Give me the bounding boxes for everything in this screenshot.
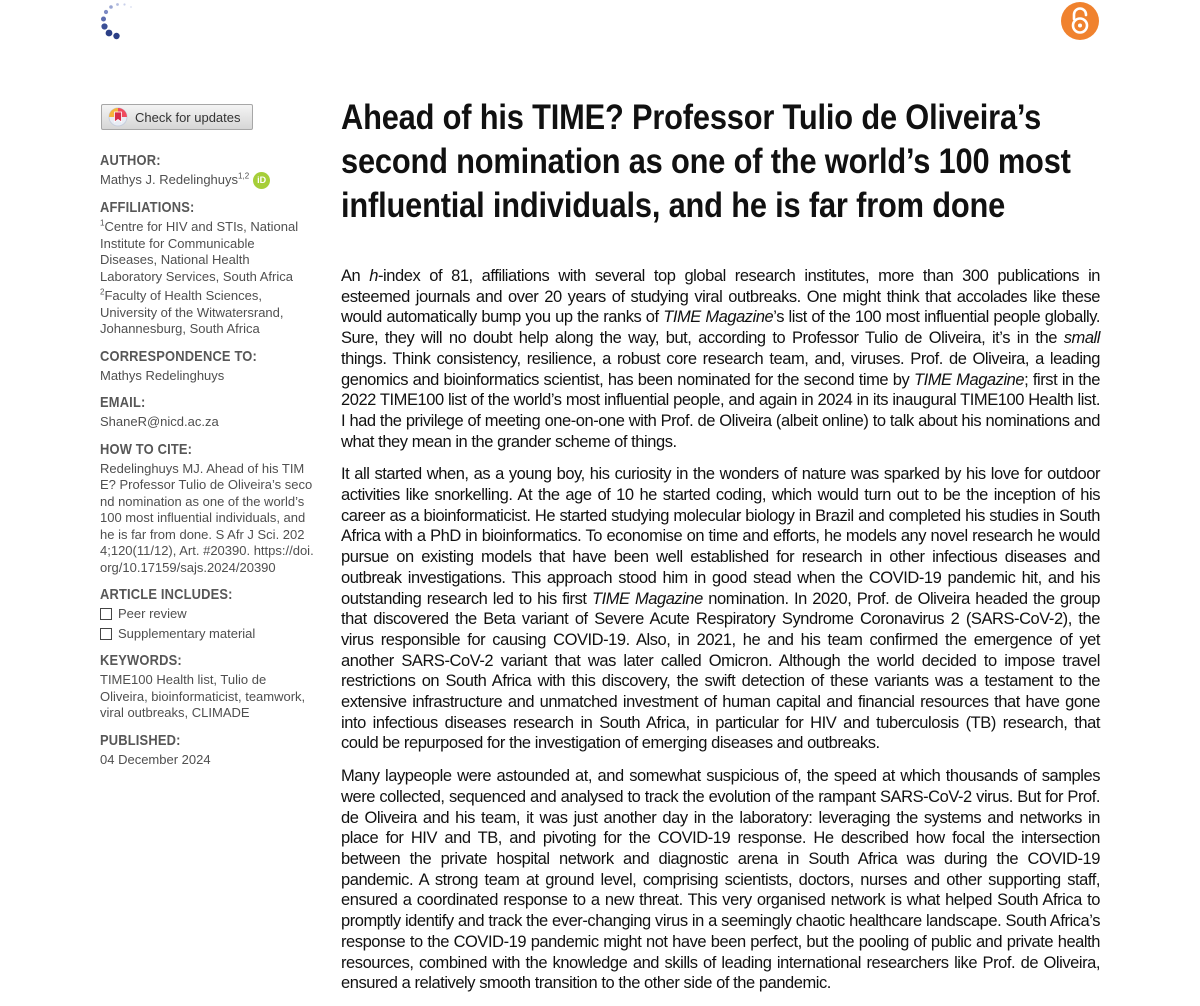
text-run-italic: h <box>369 267 379 285</box>
author-heading: AUTHOR: <box>100 152 161 169</box>
body-paragraph: Many laypeople were astounded at, and somewhat suspicious of, the speed at which thousands of samples were collected, sequenced and analysed to track the evolution of the rampant SARS-CoV-2 virus. But for Prof. de Oliveira and his team, it was just another day in the laboratory: leveraging the systems and networks in place for HIV and TB, and pivoting for the COVID-19 response. He described how focal the intersection between the private hospital network and diagnostic arena in South Africa was during the COVID-19 pandemic. A strong team at ground level, comprising scientists, doctors, nurses and other supporting staff, ensured a coordinated response to a new threat. This very organised network is what helped South Africa to promptly identify and track the ever-changing virus in a seemingly chaotic healthcare landscape. South Africa’s response to the COVID-19 pandemic might not have been perfect, but the pooling of public and private health resources, combined with the knowledge and skills of leading international researchers like Prof. de Oliveira, ensured a relatively smooth transition to the other side of the pandemic. <box>341 767 1100 993</box>
affiliation-item <box>100 288 315 338</box>
text-run-italic: small <box>1063 329 1100 348</box>
affiliation-text: Centre for HIV and STIs, National Institute for Communicable Diseases, National Health Laboratory Services, South Africa <box>100 219 299 284</box>
email-link[interactable]: ShaneR@nicd.ac.za <box>100 414 219 429</box>
keywords-value: TIME100 Health list, Tulio de Oliveira, bioinformaticist, teamwork, viral outbreaks, CLIMADE <box>100 672 306 720</box>
correspondence-value: Mathys Redelinghuys <box>100 367 225 383</box>
article-includes-section <box>100 586 315 642</box>
affiliation-item <box>100 219 315 285</box>
keywords-section <box>100 652 315 722</box>
how-to-cite-section <box>100 441 315 577</box>
author-affiliation-sup: 1,2 <box>238 171 250 181</box>
author-section <box>100 152 315 189</box>
text-run: things. Think consistency, resilience, a robust core research team, and, viruses. Prof. de Oliveira, a leading genomics and bioinformatics scientist, has been nominated for the second time by <box>341 349 1100 389</box>
journal-logo-icon <box>100 2 140 42</box>
correspondence-heading: CORRESPONDENCE TO: <box>100 347 257 365</box>
text-run-italic: TIME Magazine <box>663 308 774 327</box>
checkbox-icon <box>100 608 112 620</box>
body-paragraph <box>341 464 1100 754</box>
email-heading: EMAIL: <box>100 394 146 411</box>
citation-text: Redelinghuys MJ. Ahead of his TIME? Professor Tulio de Oliveira’s second nomination as one of the world’s 100 most influential individuals, and he is far from done. S Afr J Sci. 2024;120(11/12), Art. #20390. https://doi.org/10.17159/sajs.2024/20390 <box>100 460 314 575</box>
checkbox-label: Peer review <box>118 606 187 621</box>
text-run-italic: TIME Magazine <box>591 589 703 608</box>
text-run: ’s list of the 100 most influential people globally. Sure, they will no doubt help along the way, but, according to Professor Tulio de Oliveira, it’s in the <box>341 308 1100 348</box>
author-name <box>100 172 315 189</box>
text-run: An <box>341 267 370 285</box>
checkbox-icon <box>100 628 112 640</box>
published-date: 04 December 2024 <box>100 751 211 767</box>
text-run: -index of 81, affiliations with several top global research institutes, more than 300 publications in esteemed journals and over 20 years of studying viral outbreaks. One might think that accolades like these would automatically bump you up the ranks of <box>341 267 1101 327</box>
article-includes-heading: ARTICLE INCLUDES: <box>100 586 233 603</box>
text-run: It all started when, as a young boy, his curiosity in the wonders of nature was sparked by his love for outdoor activities like snorkelling. At the age of 10 he started coding, which would turn out to be the inception of his career as a bioinformaticist. He started studying molecular biology in Brazil and completed his studies in South Africa with a PhD in bioinformatics. To economise on time and efforts, he models any novel research he would pursue on existing models that have been well established for research in other infectious diseases and outbreak investigations. This approach stood him in good stead when the COVID-19 pandemic hit, and his outstanding research led to his first <box>341 465 1100 608</box>
author-name-text: Mathys J. Redelinghuys <box>100 172 239 187</box>
text-run: nomination. In 2020, Prof. de Oliveira headed the group that discovered the Beta variant of Severe Acute Respiratory Syndrome Coronavirus 2 (SARS-CoV-2), the virus responsible for causing COVID-19. Also, in 2021, he and his team confirmed the emergence of yet another SARS-CoV-2 variant that was later called Omicron. Although the world decided to impose travel restrictions on South Africa with this discovery, the swift detection of these variants was a testament to the extensive infrastructure and unmatched investment of human capital and financial resources that have gone into infectious diseases research in South Africa, in particular for HIV and tuberculosis (TB) research, that could be repurposed for the investigation of emerging diseases and outbreaks. <box>341 589 1100 753</box>
article-body <box>341 266 1100 1006</box>
open-access-icon <box>1061 2 1099 40</box>
affiliations-heading: AFFILIATIONS: <box>100 199 195 216</box>
checkbox-supplementary-material[interactable] <box>100 626 315 643</box>
bookmark-icon <box>108 107 128 127</box>
published-heading: PUBLISHED: <box>100 731 181 749</box>
affiliations-section <box>100 199 315 338</box>
checkbox-peer-review[interactable] <box>100 606 315 623</box>
how-to-cite-heading: HOW TO CITE: <box>100 440 193 458</box>
text-run: ; first in the 2022 TIME100 list of the world’s most influential people, and again in 2024 in its inaugural TIME100 Health list. I had the privilege of meeting one-on-one with Prof. de Oliveira (albeit online) to talk about his nominations and what they mean in the grander scheme of things. <box>341 370 1100 451</box>
orcid-icon[interactable]: iD <box>253 172 270 189</box>
article-title: Ahead of his TIME? Professor Tulio de Oliveira’s second nomination as one of the world’s 100 most influential individuals, and he is far from done <box>341 98 1071 225</box>
check-for-updates-label: Check for updates <box>135 109 241 125</box>
published-section <box>100 732 315 769</box>
affiliation-sup: 1 <box>100 218 105 228</box>
text-run-italic: TIME Magazine <box>913 370 1025 389</box>
checkbox-label: Supplementary material <box>118 625 256 641</box>
keywords-heading: KEYWORDS: <box>100 652 182 669</box>
affiliation-sup: 2 <box>100 287 105 297</box>
check-for-updates-button[interactable] <box>101 104 253 130</box>
correspondence-section <box>100 348 315 385</box>
affiliation-text: Faculty of Health Sciences, University of the Witwatersrand, Johannesburg, South Africa <box>100 288 284 336</box>
article-sidebar <box>100 152 315 778</box>
email-section <box>100 394 315 431</box>
body-paragraph <box>341 266 1100 452</box>
